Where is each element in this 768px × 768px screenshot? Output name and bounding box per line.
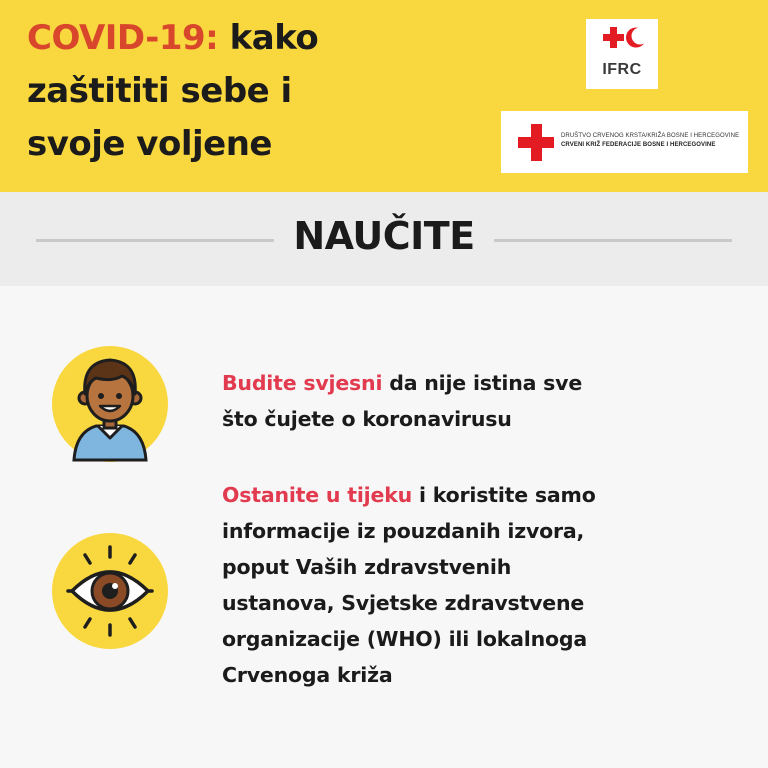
red-cross-icon	[501, 111, 561, 173]
page-title	[27, 12, 407, 171]
tip-2-line1: i koristite samo	[412, 483, 596, 507]
tip-2-line6: Crvenoga križa	[222, 663, 393, 687]
section-header-band	[0, 192, 768, 286]
header-banner	[0, 0, 768, 192]
tip-1-highlight: Budite svjesni	[222, 371, 383, 395]
tip-2-line3: poput Vaših zdravstvenih	[222, 555, 512, 579]
tip-1-line2: što čujete o koronavirusu	[222, 407, 512, 431]
tip-paragraph-1	[222, 365, 742, 437]
tip-paragraph-2	[222, 477, 742, 693]
red-cross-crescent-icon	[586, 19, 658, 61]
tip-2-line4: ustanova, Svjetske zdravstvene	[222, 591, 585, 615]
tip-2-highlight: Ostanite u tijeku	[222, 483, 413, 507]
tip-2-line5: organizacije (WHO) ili lokalnoga	[222, 627, 588, 651]
title-line2: zaštititi sebe i	[27, 71, 292, 111]
tip-2-line2: informacije iz pouzdanih izvora,	[222, 519, 585, 543]
person-icon	[52, 346, 168, 462]
red-cross-bih-logo	[501, 111, 748, 173]
logo-org-line1: DRUŠTVO CRVENOG KRSTA/KRIŽA BOSNE I HERCEGOVINE	[561, 133, 740, 139]
title-line1-rest: kako	[218, 18, 319, 58]
ifrc-logo	[586, 19, 658, 89]
section-title: NAUČITE	[293, 214, 475, 258]
ifrc-logo-text: IFRC	[602, 61, 642, 78]
eye-icon	[52, 533, 168, 649]
title-accent: COVID-19:	[27, 18, 219, 58]
title-line3: svoje voljene	[27, 124, 272, 164]
tip-1-line1: da nije istina sve	[382, 371, 583, 395]
logo-org-line2: CRVENI KRIŽ FEDERACIJE BOSNE I HERCEGOVINE	[561, 142, 716, 148]
